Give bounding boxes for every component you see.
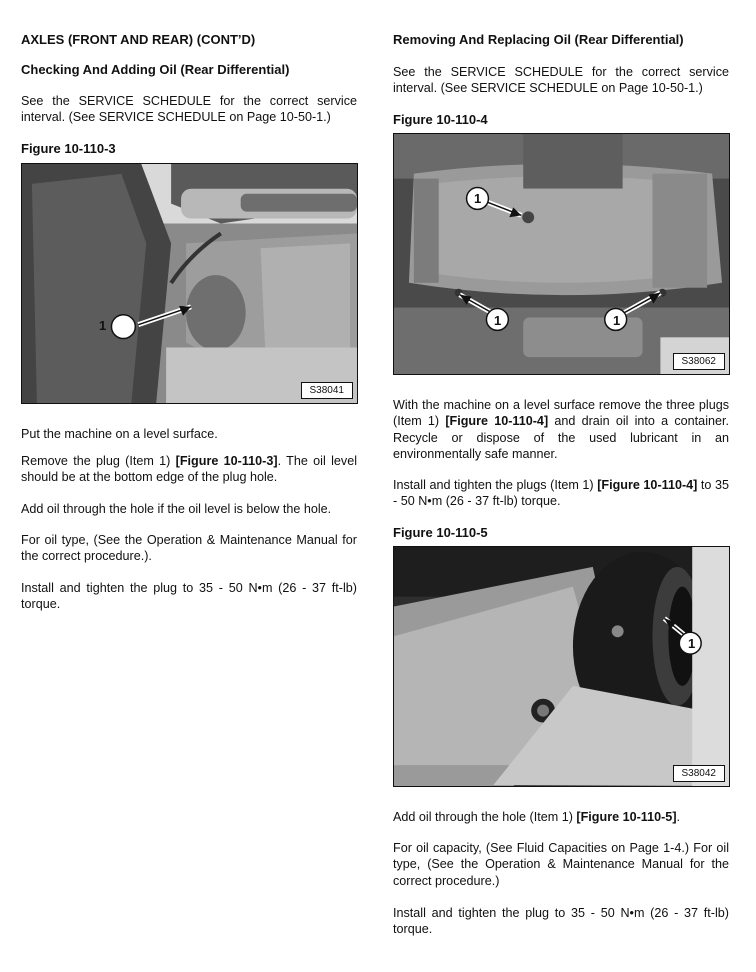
- callout-1-label: 1: [688, 636, 696, 651]
- figure-label-10-110-3: Figure 10-110-3: [21, 141, 116, 156]
- section-heading-replacing-oil: Removing And Replacing Oil (Rear Differential): [393, 32, 684, 47]
- figure-reference: [Figure 10-110-3]: [175, 454, 278, 468]
- text-run: Remove the plug (Item 1): [21, 454, 176, 468]
- figure-id-s38062: S38062: [673, 353, 725, 370]
- callout-1-label-left: 1: [494, 313, 502, 328]
- axle-drain-plugs-photo: [394, 134, 729, 374]
- callout-1-marker: [111, 315, 135, 339]
- step-drain-oil: [393, 397, 729, 462]
- fill-hole-photo: [394, 547, 729, 786]
- section-heading-checking-oil: Checking And Adding Oil (Rear Differential): [21, 62, 290, 77]
- step-oil-type: For oil type, (See the Operation & Maintenance Manual for the correct procedure.).: [21, 533, 357, 564]
- text-run: Install and tighten the plugs (Item 1): [393, 478, 598, 492]
- intro-paragraph-right: See the SERVICE SCHEDULE for the correct service interval. (See SERVICE SCHEDULE on Page 10-50-1.): [393, 65, 729, 96]
- step-tighten-plug-right: Install and tighten the plug to 35 - 50 N•m (26 - 37 ft-lb) torque.: [393, 906, 729, 937]
- text-run: and drain oil into a container. Recycle or dispose of the used lubricant in an environmentally safe manner.: [393, 414, 729, 461]
- text-run: to 35 - 50 N•m (26 - 37 ft-lb) torque.: [393, 478, 729, 509]
- text-run: With the machine on a level surface remove the three plugs (Item 1): [393, 398, 729, 429]
- step-remove-plug: [21, 453, 357, 486]
- step-install-plugs: [393, 477, 729, 510]
- differential-plug-photo: [22, 164, 357, 403]
- figure-id-s38041: S38041: [301, 382, 353, 399]
- figure-reference: [Figure 10-110-5]: [576, 810, 677, 824]
- step-add-oil: Add oil through the hole if the oil level is below the hole.: [21, 502, 332, 516]
- figure-label-10-110-5: Figure 10-110-5: [393, 525, 488, 540]
- step-add-oil-hole: [393, 809, 729, 825]
- page-title: AXLES (FRONT AND REAR) (CONT’D): [21, 32, 256, 47]
- figure-reference: [Figure 10-110-4]: [597, 478, 698, 492]
- text-run: Add oil through the hole (Item 1): [393, 810, 577, 824]
- intro-paragraph-left: See the SERVICE SCHEDULE for the correct service interval. (See SERVICE SCHEDULE on Page 10-50-1.): [21, 94, 357, 125]
- figure-label-10-110-4: Figure 10-110-4: [393, 112, 488, 127]
- step-tighten-plug: Install and tighten the plug to 35 - 50 N•m (26 - 37 ft-lb) torque.: [21, 581, 357, 612]
- callout-1-label: 1: [99, 318, 107, 333]
- figure-10-110-4-photo: [393, 133, 730, 375]
- text-run: .: [676, 810, 681, 824]
- figure-id-s38042: S38042: [673, 765, 725, 782]
- callout-1-label-right: 1: [613, 313, 621, 328]
- figure-10-110-3-photo: [21, 163, 358, 404]
- step-oil-capacity: For oil capacity, (See Fluid Capacities on Page 1-4.) For oil type, (See the Operation & Maintenance Manual for the correct procedure.): [393, 841, 729, 888]
- step-level-surface: Put the machine on a level surface.: [21, 427, 218, 441]
- figure-reference: [Figure 10-110-4]: [445, 414, 549, 429]
- text-run: . The oil level should be at the bottom edge of the plug hole.: [21, 454, 357, 485]
- figure-10-110-5-photo: [393, 546, 730, 787]
- callout-1-label-top: 1: [474, 191, 482, 206]
